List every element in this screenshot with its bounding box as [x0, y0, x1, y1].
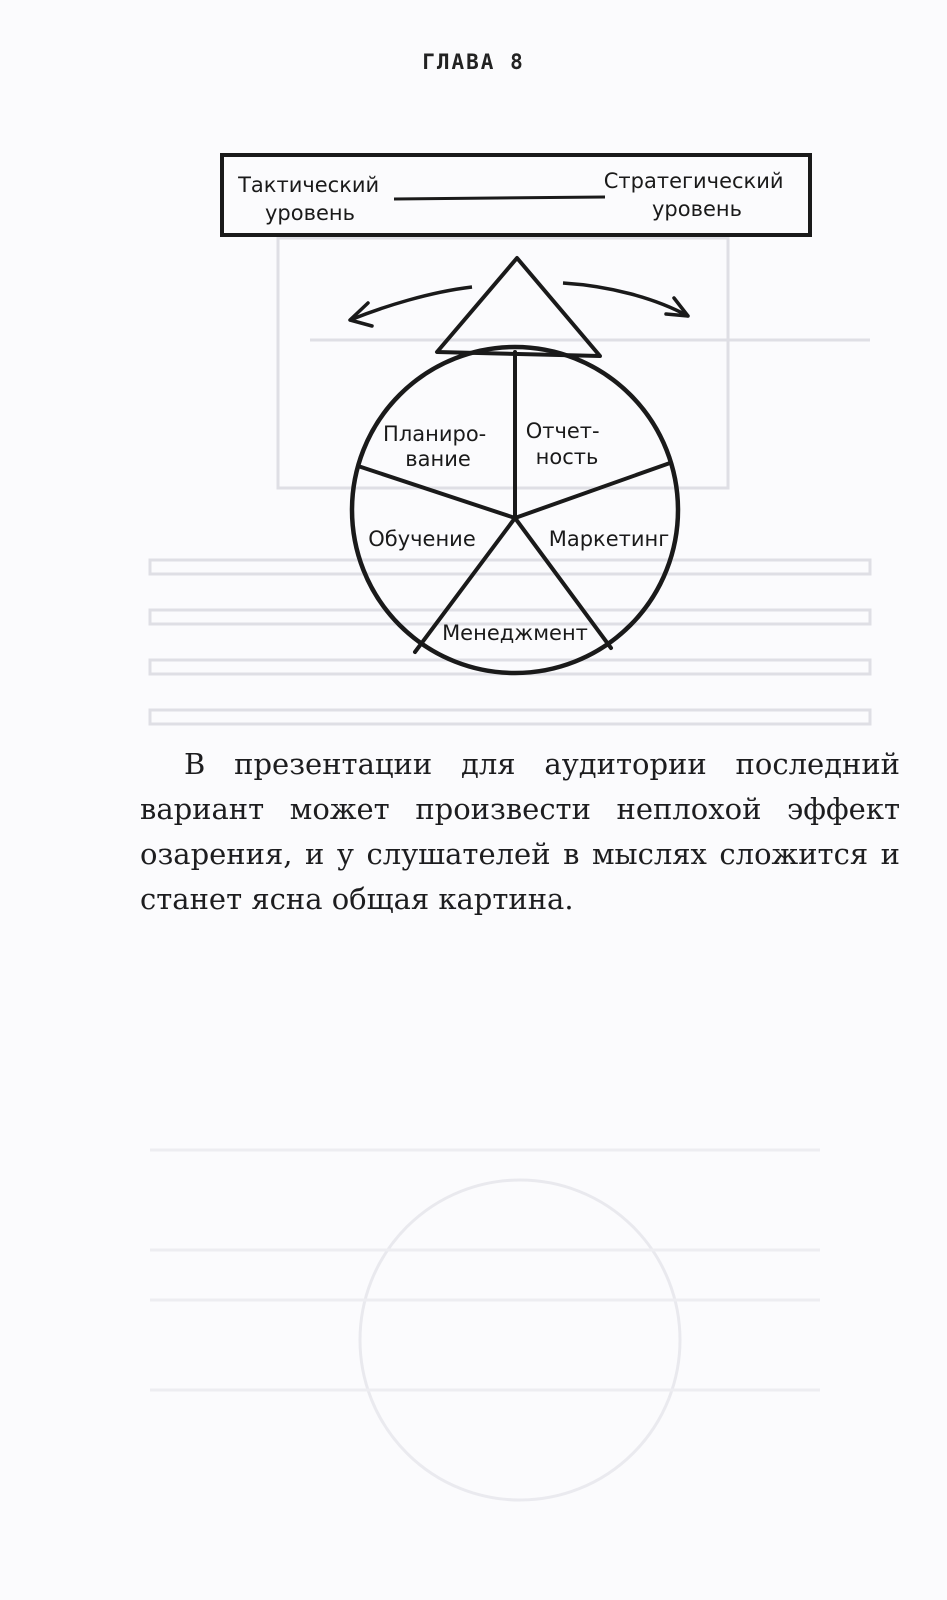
segment-training: Обучение [368, 527, 476, 551]
chapter-header: ГЛАВА 8 [422, 50, 525, 74]
segment-reporting: Отчет- ность [525, 419, 600, 469]
pointer-triangle [437, 258, 600, 356]
body-paragraph: В презентации для аудитории последний вариант может произвести неплохой эффект озарения, и у слушателей в мыслях сложится и станет ясна общая картина. [140, 747, 900, 916]
segment-marketing: Маркетинг [548, 527, 670, 551]
level-scale-line [394, 197, 605, 199]
tactical-level-label: Тактический уровень [238, 173, 380, 225]
segment-planning: Планиро- вание [383, 422, 487, 471]
strategy-diagram [0, 0, 947, 720]
body-text [140, 742, 900, 922]
right-arrow [563, 283, 688, 316]
segment-management: Менеджмент [442, 621, 588, 645]
wheel-dividers [358, 352, 670, 652]
strategic-level-label: Стратегический уровень [603, 169, 784, 221]
